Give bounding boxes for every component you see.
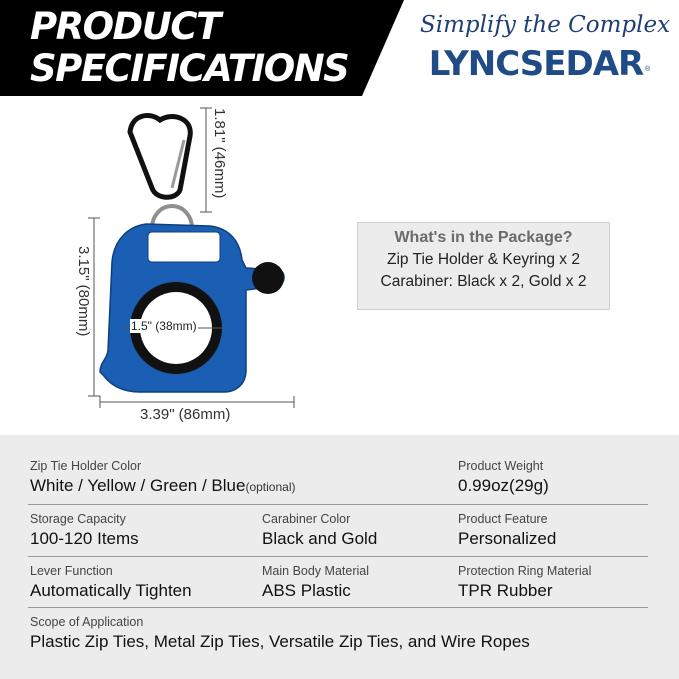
brand-tagline: Simplify the Complex [420,12,671,38]
zip-tie-holder-illustration [60,100,320,430]
page-title-line2: SPECIFICATIONS [30,47,349,90]
package-item: Zip Tie Holder & Keyring x 2 [387,251,580,268]
body-height-dimension: 3.15" (80mm) [75,246,92,337]
brand-logo: LYNCSEDAR [428,44,644,84]
spec-scope [30,615,530,652]
ring-diameter-dimension: 1.5" (38mm) [131,319,197,333]
spec-label: Lever Function [30,564,113,578]
spec-label: Zip Tie Holder Color [30,459,142,473]
spec-ring-material [458,564,591,601]
spec-label: Protection Ring Material [458,564,592,578]
spec-value: Personalized [458,529,557,548]
carabiner-height-dimension: 1.81" (46mm) [211,108,228,199]
spec-divider [28,556,648,557]
spec-feature [458,512,556,549]
spec-carabiner-color [262,512,377,549]
page-title-line1: PRODUCT [30,5,220,48]
header-banner [0,0,404,96]
spec-value: Black and Gold [262,529,378,548]
spec-label: Scope of Application [30,615,144,629]
spec-weight [458,459,549,496]
spec-label: Product Weight [458,459,544,473]
spec-label: Carabiner Color [262,512,351,526]
registered-mark: ® [645,66,651,73]
spec-holder-color [30,459,295,496]
spec-value: Plastic Zip Ties, Metal Zip Ties, Versatile Zip Ties, and Wire Ropes [30,632,530,651]
spec-label: Main Body Material [262,564,369,578]
spec-value: Automatically Tighten [30,581,192,600]
package-item: Carabiner: Black x 2, Gold x 2 [380,273,587,290]
product-image [60,100,320,430]
spec-divider [28,504,648,505]
spec-value: TPR Rubber [458,581,553,600]
spec-value-text: White / Yellow / Green / Blue [30,476,246,495]
spec-capacity [30,512,139,549]
spec-value: ABS Plastic [262,581,351,600]
specifications-panel [0,435,679,679]
spec-value: 0.99oz(29g) [458,476,549,495]
spec-label: Storage Capacity [30,512,126,526]
package-contents-box [357,222,610,310]
body-width-dimension: 3.39" (86mm) [140,406,231,423]
spec-body-material [262,564,369,601]
spec-label: Product Feature [458,512,548,526]
lever-knob [252,262,284,294]
spec-value-note: (optional) [245,480,296,494]
spec-divider [28,607,648,608]
spec-value [30,476,295,496]
package-title: What's in the Package? [394,229,573,246]
spec-value: 100-120 Items [30,529,139,548]
spec-lever [30,564,192,601]
page-title [30,6,348,90]
